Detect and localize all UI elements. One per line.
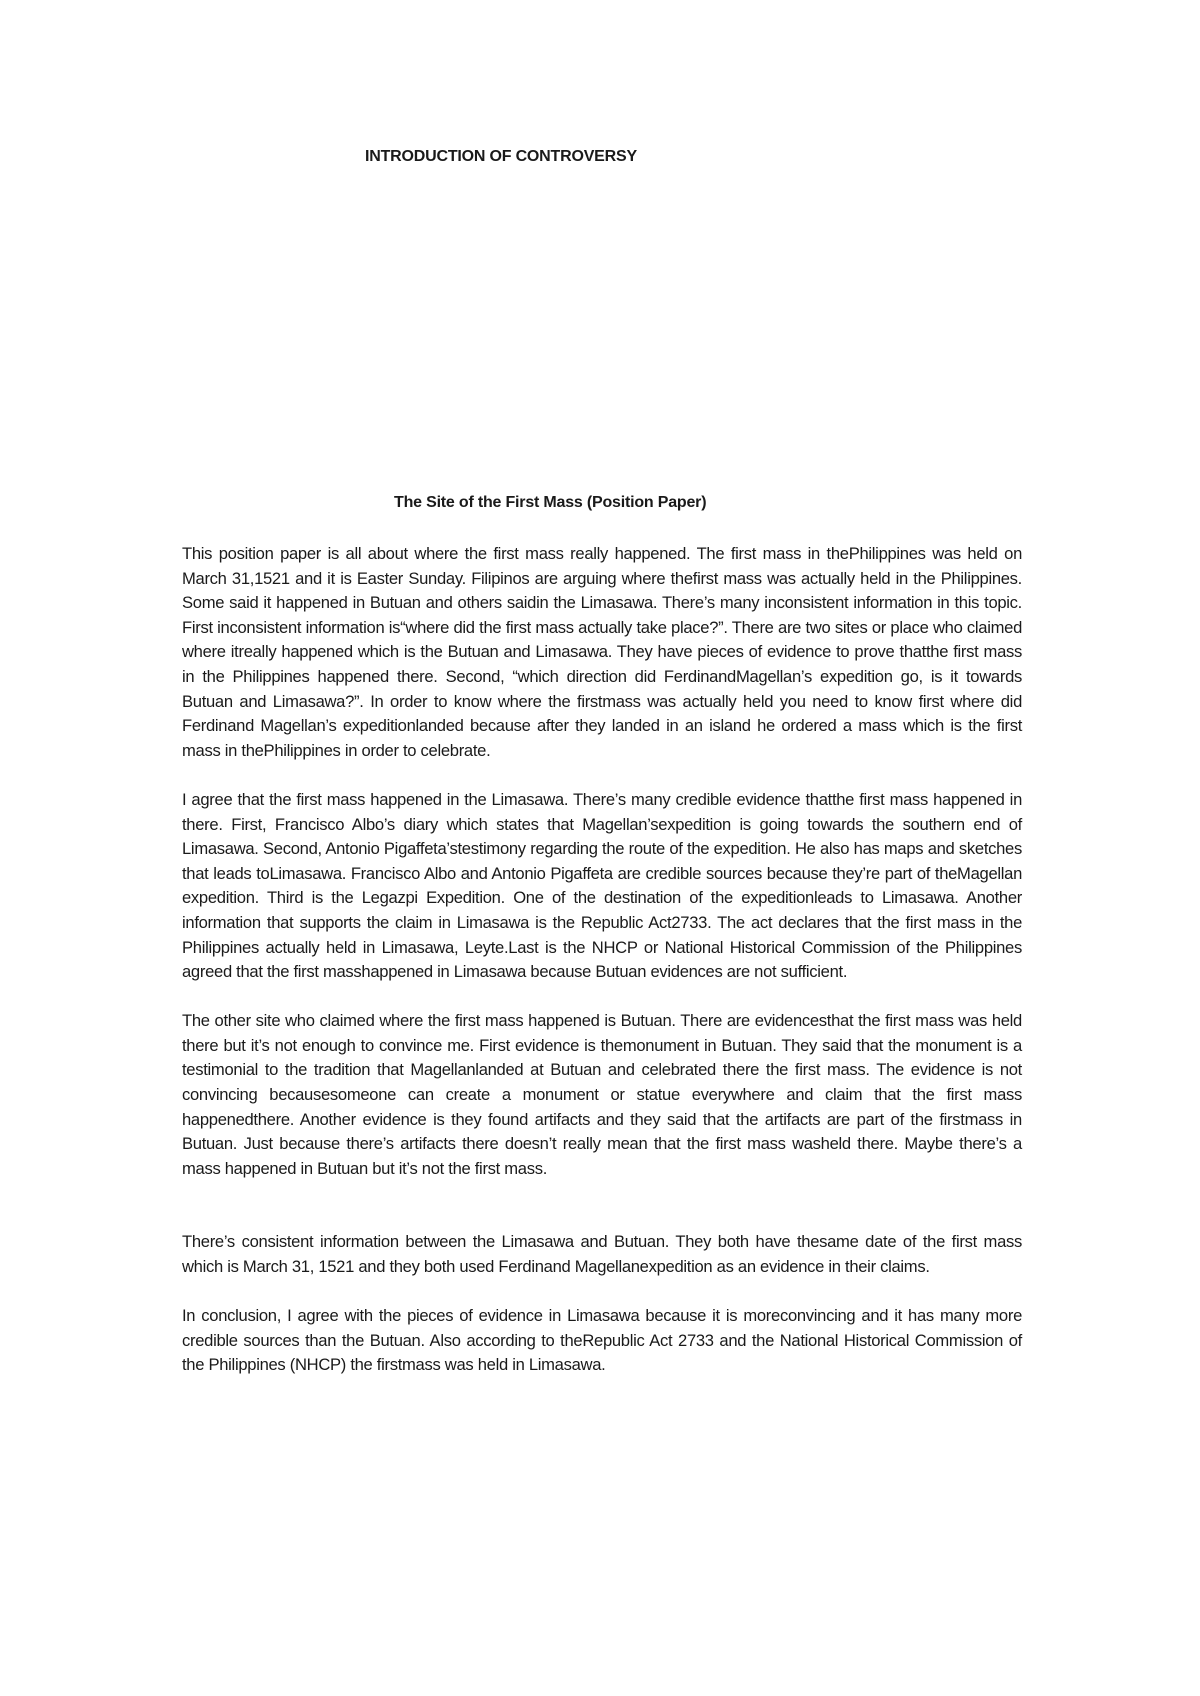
- paragraph-butuan: The other site who claimed where the first mass happened is Butuan. There are evidencesthat the first mass was held there but it’s not enough to convince me. First evidence is themonument in Butuan. They said that the monument is a testimonial to the tradition that Magellanlanded at Butuan and celebrated there the first mass. The evidence is not convincing becausesomeone can create a monument or statue everywhere and claim that the first mass happenedthere. Another evidence is they found artifacts and they said that the artifacts are part of the firstmass in Butuan. Just because there’s artifacts there doesn’t really mean that the first mass washeld there. Maybe there’s a mass happened in Butuan but it’s not the first mass.: [182, 1011, 1022, 1178]
- paragraph-consistent-info: There’s consistent information between the Limasawa and Butuan. They both have thesame date of the first mass which is March 31, 1521 and they both used Ferdinand Magellanexpedition as an evidence in their claims.: [182, 1232, 1022, 1277]
- paragraph-introduction: This position paper is all about where the first mass really happened. The first mass in thePhilippines was held on March 31,1521 and it is Easter Sunday. Filipinos are arguing where thefirst mass was actually held in the Philippines. Some said it happened in Butuan and others saidin the Limasawa. There’s many inconsistent information in this topic. First inconsistent information is“where did the first mass actually take place?”. There are two sites or place who claimed where itreally happened which is the Butuan and Limasawa. They have pieces of evidence to prove thatthe first mass in the Philippines happened there. Second, “which direction did FerdinandMagellan’s expedition go, is it towards Butuan and Limasawa?”. In order to know where the firstmass was actually held you need to know first where did Ferdinand Magellan’s expeditionlanded because after they landed in an island he ordered a mass which is the first mass in thePhilippines in order to celebrate.: [182, 544, 1022, 760]
- paragraph-conclusion: In conclusion, I agree with the pieces of evidence in Limasawa because it is moreconvincing and it has many more credible sources than the Butuan. Also according to theRepublic Act 2733 and the National Historical Commission of the Philippines (NHCP) the firstmass was held in Limasawa.: [182, 1306, 1022, 1375]
- paper-body: [182, 542, 1022, 1403]
- intro-heading: INTRODUCTION OF CONTROVERSY: [365, 148, 637, 165]
- paragraph-limasawa: I agree that the first mass happened in the Limasawa. There’s many credible evidence thatthe first mass happened in there. First, Francisco Albo’s diary which states that Magellan’sexpedition is going towards the southern end of Limasawa. Second, Antonio Pigaffeta’stestimony regarding the route of the expedition. He also has maps and sketches that leads toLimasawa. Francisco Albo and Antonio Pigaffeta are credible sources because they’re part of theMagellan expedition. Third is the Legazpi Expedition. One of the destination of the expeditionleads to Limasawa. Another information that supports the claim in Limasawa is the Republic Act2733. The act declares that the first mass in the Philippines actually held in Limasawa, Leyte.Last is the NHCP or National Historical Commission of the Philippines agreed that the first masshappened in Limasawa because Butuan evidences are not sufficient.: [182, 789, 1022, 982]
- paper-title: The Site of the First Mass (Position Paper): [394, 494, 707, 511]
